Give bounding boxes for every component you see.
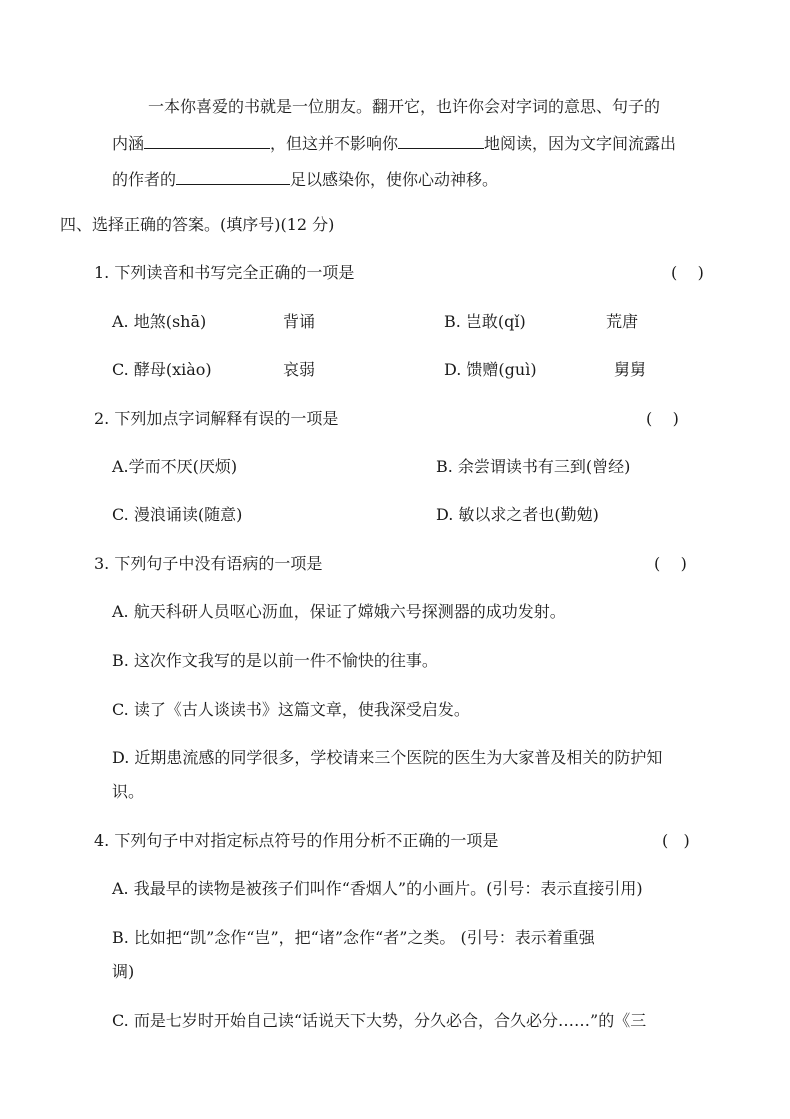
q2-option-a[interactable]: A.学而不厌(厌烦) <box>112 457 238 476</box>
answer-paren-4[interactable]: ( ) <box>662 831 690 850</box>
fill-blank-2[interactable] <box>398 132 484 149</box>
q1-option-d[interactable]: D. 馈赠(guì) <box>444 360 537 379</box>
question-2-stem: 2. 下列加点字词解释有误的一项是 <box>94 409 339 428</box>
fill-blank-3[interactable] <box>176 168 290 185</box>
q4-option-b[interactable]: B. 比如把“凯”念作“岂”，把“诸”念作“者”之类。 (引号：表示着重强 <box>112 928 595 947</box>
answer-paren-3[interactable]: ( ) <box>654 554 687 573</box>
passage-line-2 <box>112 132 676 155</box>
q1-option-b-word2: 荒唐 <box>606 312 639 331</box>
q3-option-d[interactable]: D. 近期患流感的同学很多，学校请来三个医院的医生为大家普及相关的防护知 <box>112 748 663 767</box>
answer-paren-2[interactable]: ( ) <box>646 409 679 428</box>
passage-text: 一本你喜爱的书就是一位朋友。翻开它，也许你会对字词的意思、句子的 <box>148 97 661 116</box>
passage-text: 地阅读，因为文字间流露出 <box>484 134 677 153</box>
fill-blank-1[interactable] <box>144 132 270 149</box>
q1-option-c-word2: 哀弱 <box>283 360 316 379</box>
section-heading: 四、选择正确的答案。(填序号)(12 分) <box>60 215 335 234</box>
q2-option-c[interactable]: C. 漫浪诵读(随意) <box>112 505 243 524</box>
q2-option-d[interactable]: D. 敏以求之者也(勤勉) <box>436 505 599 524</box>
q4-option-c[interactable]: C. 而是七岁时开始自己读“话说天下大势，分久必合，合久必分……”的《三 <box>112 1011 647 1030</box>
passage-text: 足以感染你，使你心动神移。 <box>290 170 499 189</box>
passage-text: 内涵 <box>112 134 145 153</box>
q4-option-a[interactable]: A. 我最早的读物是被孩子们叫作“香烟人”的小画片。(引号：表示直接引用) <box>112 879 643 898</box>
passage-line-3 <box>112 168 498 191</box>
passage-line-1 <box>148 96 660 118</box>
q3-option-b[interactable]: B. 这次作文我写的是以前一件不愉快的往事。 <box>112 651 438 670</box>
question-1-stem: 1. 下列读音和书写完全正确的一项是 <box>94 263 355 282</box>
q4-option-b-continued: 调) <box>112 962 135 981</box>
q1-option-d-word2: 舅舅 <box>614 360 647 379</box>
question-3-stem: 3. 下列句子中没有语病的一项是 <box>94 554 323 573</box>
q1-option-b[interactable]: B. 岂敢(qǐ) <box>444 312 526 331</box>
passage-text: ，但这并不影响你 <box>270 134 399 153</box>
answer-paren-1[interactable]: ( ) <box>671 263 704 282</box>
question-4-stem: 4. 下列句子中对指定标点符号的作用分析不正确的一项是 <box>94 831 499 850</box>
q3-option-c[interactable]: C. 读了《古人谈读书》这篇文章，使我深受启发。 <box>112 700 470 719</box>
passage-text: 的作者的 <box>112 170 177 189</box>
q1-option-a-word2: 背诵 <box>283 312 316 331</box>
q3-option-a[interactable]: A. 航天科研人员呕心沥血，保证了嫦娥六号探测器的成功发射。 <box>112 602 566 621</box>
q1-option-a[interactable]: A. 地煞(shā) <box>112 312 207 331</box>
q3-option-d-continued: 识。 <box>112 782 145 801</box>
q1-option-c[interactable]: C. 酵母(xiào) <box>112 360 212 379</box>
q2-option-b[interactable]: B. 余尝谓读书有三到(曾经) <box>436 457 631 476</box>
